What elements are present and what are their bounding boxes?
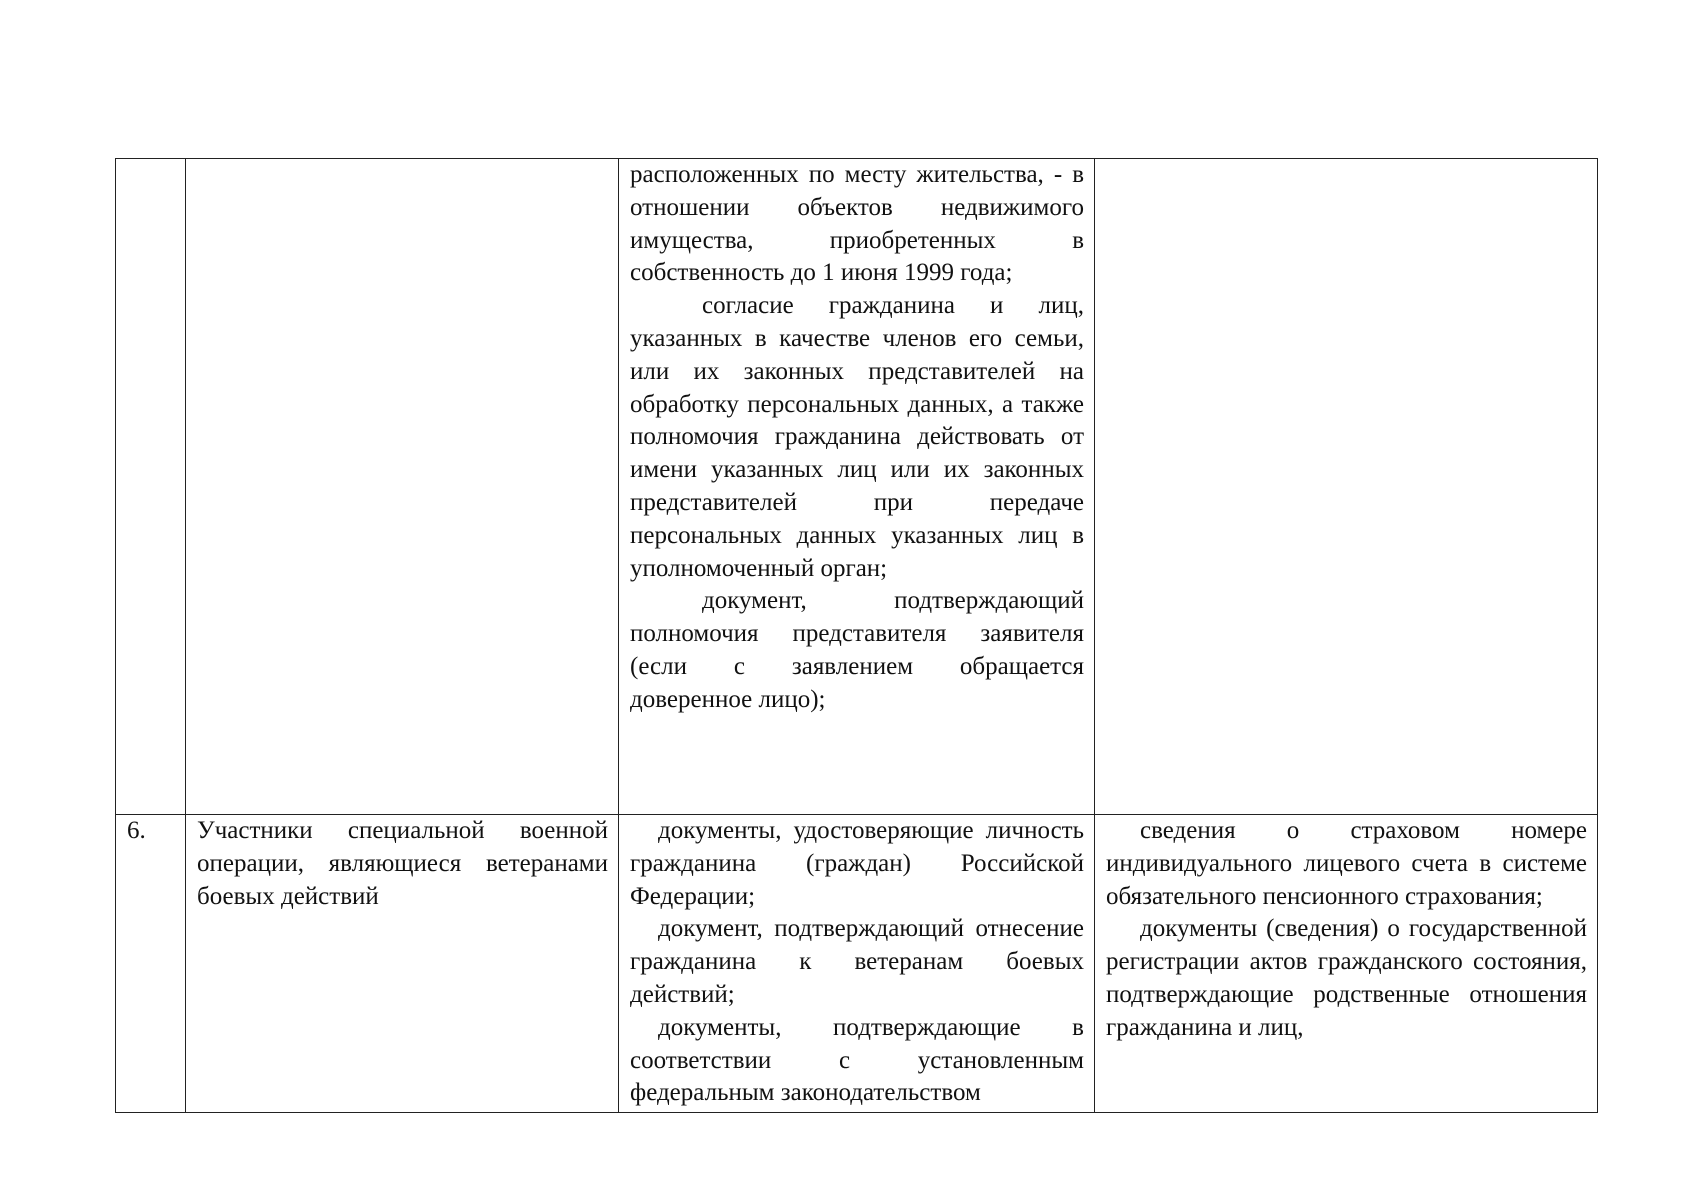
document-paragraph: документы, удостоверяющие личность гражданина (граждан) Российской Федерации;: [630, 817, 1084, 910]
document-paragraph: расположенных по месту жительства, - в отношении объектов недвижимого имущества, приобретенных в собственность до 1 июня 1999 года;: [630, 161, 1084, 287]
document-paragraph: документ, подтверждающий полномочия представителя заявителя (если с заявлением обращается доверенное лицо);: [630, 587, 1084, 713]
table-row-continued: [116, 159, 1598, 815]
category-text: Участники специальной военной операции, являющиеся ветеранами боевых действий: [197, 817, 608, 910]
information-paragraph: сведения о страховом номере индивидуального лицевого счета в системе обязательного пенсионного страхования;: [1106, 817, 1587, 910]
documents-cell: [619, 159, 1095, 815]
document-table: [115, 158, 1598, 1113]
number-cell: [116, 815, 186, 1113]
table-row-6: [116, 815, 1598, 1113]
category-cell: [186, 159, 619, 815]
information-paragraph: документы (сведения) о государственной регистрации актов гражданского состояния, подтверждающие родственные отношения гражданина и лиц,: [1106, 915, 1587, 1041]
document-paragraph: документы, подтверждающие в соответствии с установленным федеральным законодательством: [630, 1013, 1084, 1107]
document-paragraph: согласие гражданина и лиц, указанных в качестве членов его семьи, или их законных представителей на обработку персональных данных, а также полномочия гражданина действовать от имени указанных лиц или их законных представителей при передаче персональных данных указанных лиц в уполномоченный орган;: [630, 292, 1084, 582]
row-number: 6.: [127, 817, 146, 844]
document-paragraph: документ, подтверждающий отнесение гражданина к ветеранам боевых действий;: [630, 915, 1084, 1008]
documents-cell: [619, 815, 1095, 1113]
information-cell: [1095, 159, 1598, 815]
category-cell: [186, 815, 619, 1113]
number-cell: [116, 159, 186, 815]
information-cell: [1095, 815, 1598, 1113]
